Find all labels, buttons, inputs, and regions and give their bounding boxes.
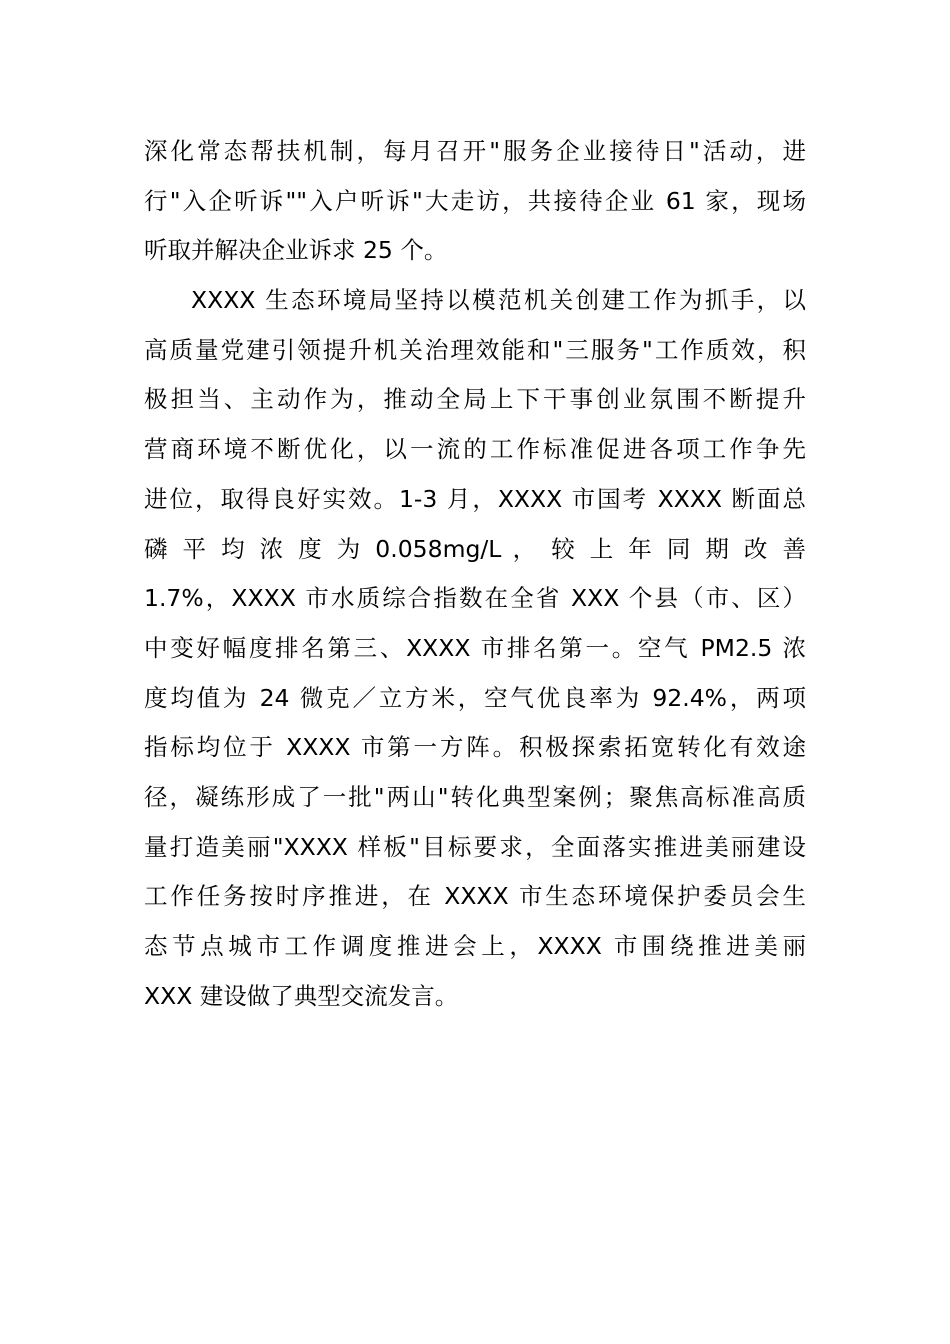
text-line: 度均值为 24 微克／立方米，空气优良率为 92.4%，两项 (144, 683, 806, 712)
text-line: 量打造美丽"XXXX 样板"目标要求，全面落实推进美丽建设 (144, 832, 806, 861)
paragraph-1 (144, 127, 806, 276)
text-line: 径，凝练形成了一批"两山"转化典型案例；聚焦高标准高质 (144, 782, 806, 811)
document-body (144, 127, 806, 1021)
text-line: 态节点城市工作调度推进会上，XXXX 市围绕推进美丽 (144, 932, 806, 960)
text-line: XXX 建设做了典型交流发言。 (144, 981, 459, 1010)
text-line: 指标均位于 XXXX 市第一方阵。积极探索拓宽转化有效途 (144, 733, 806, 762)
text-line: 工作任务按时序推进，在 XXXX 市生态环境保护委员会生 (144, 882, 806, 911)
text-line: 深化常态帮扶机制，每月召开"服务企业接待日"活动，进 (144, 137, 806, 165)
paragraph-2 (144, 276, 806, 1021)
text-line: 高质量党建引领提升机关治理效能和"三服务"工作质效，积 (144, 335, 806, 364)
text-line: 进位，取得良好实效。1-3 月，XXXX 市国考 XXXX 断面总 (144, 484, 806, 513)
text-line: 磷 平 均 浓 度 为 0.058mg/L ， 较 上 年 同 期 改 善 (144, 534, 806, 563)
text-line: 营商环境不断优化，以一流的工作标准促进各项工作争先 (144, 435, 806, 464)
text-line: 1.7%，XXXX 市水质综合指数在全省 XXX 个县（市、区） (144, 584, 806, 613)
text-line: XXXX 生态环境局坚持以模范机关创建工作为抓手，以 (191, 286, 806, 315)
text-line: 听取并解决企业诉求 25 个。 (144, 236, 448, 265)
text-line: 中变好幅度排名第三、XXXX 市排名第一。空气 PM2.5 浓 (144, 633, 806, 662)
text-line: 极担当、主动作为，推动全局上下干事创业氛围不断提升 (144, 385, 806, 414)
text-line: 行"入企听诉""入户听诉"大走访，共接待企业 61 家，现场 (144, 186, 806, 215)
